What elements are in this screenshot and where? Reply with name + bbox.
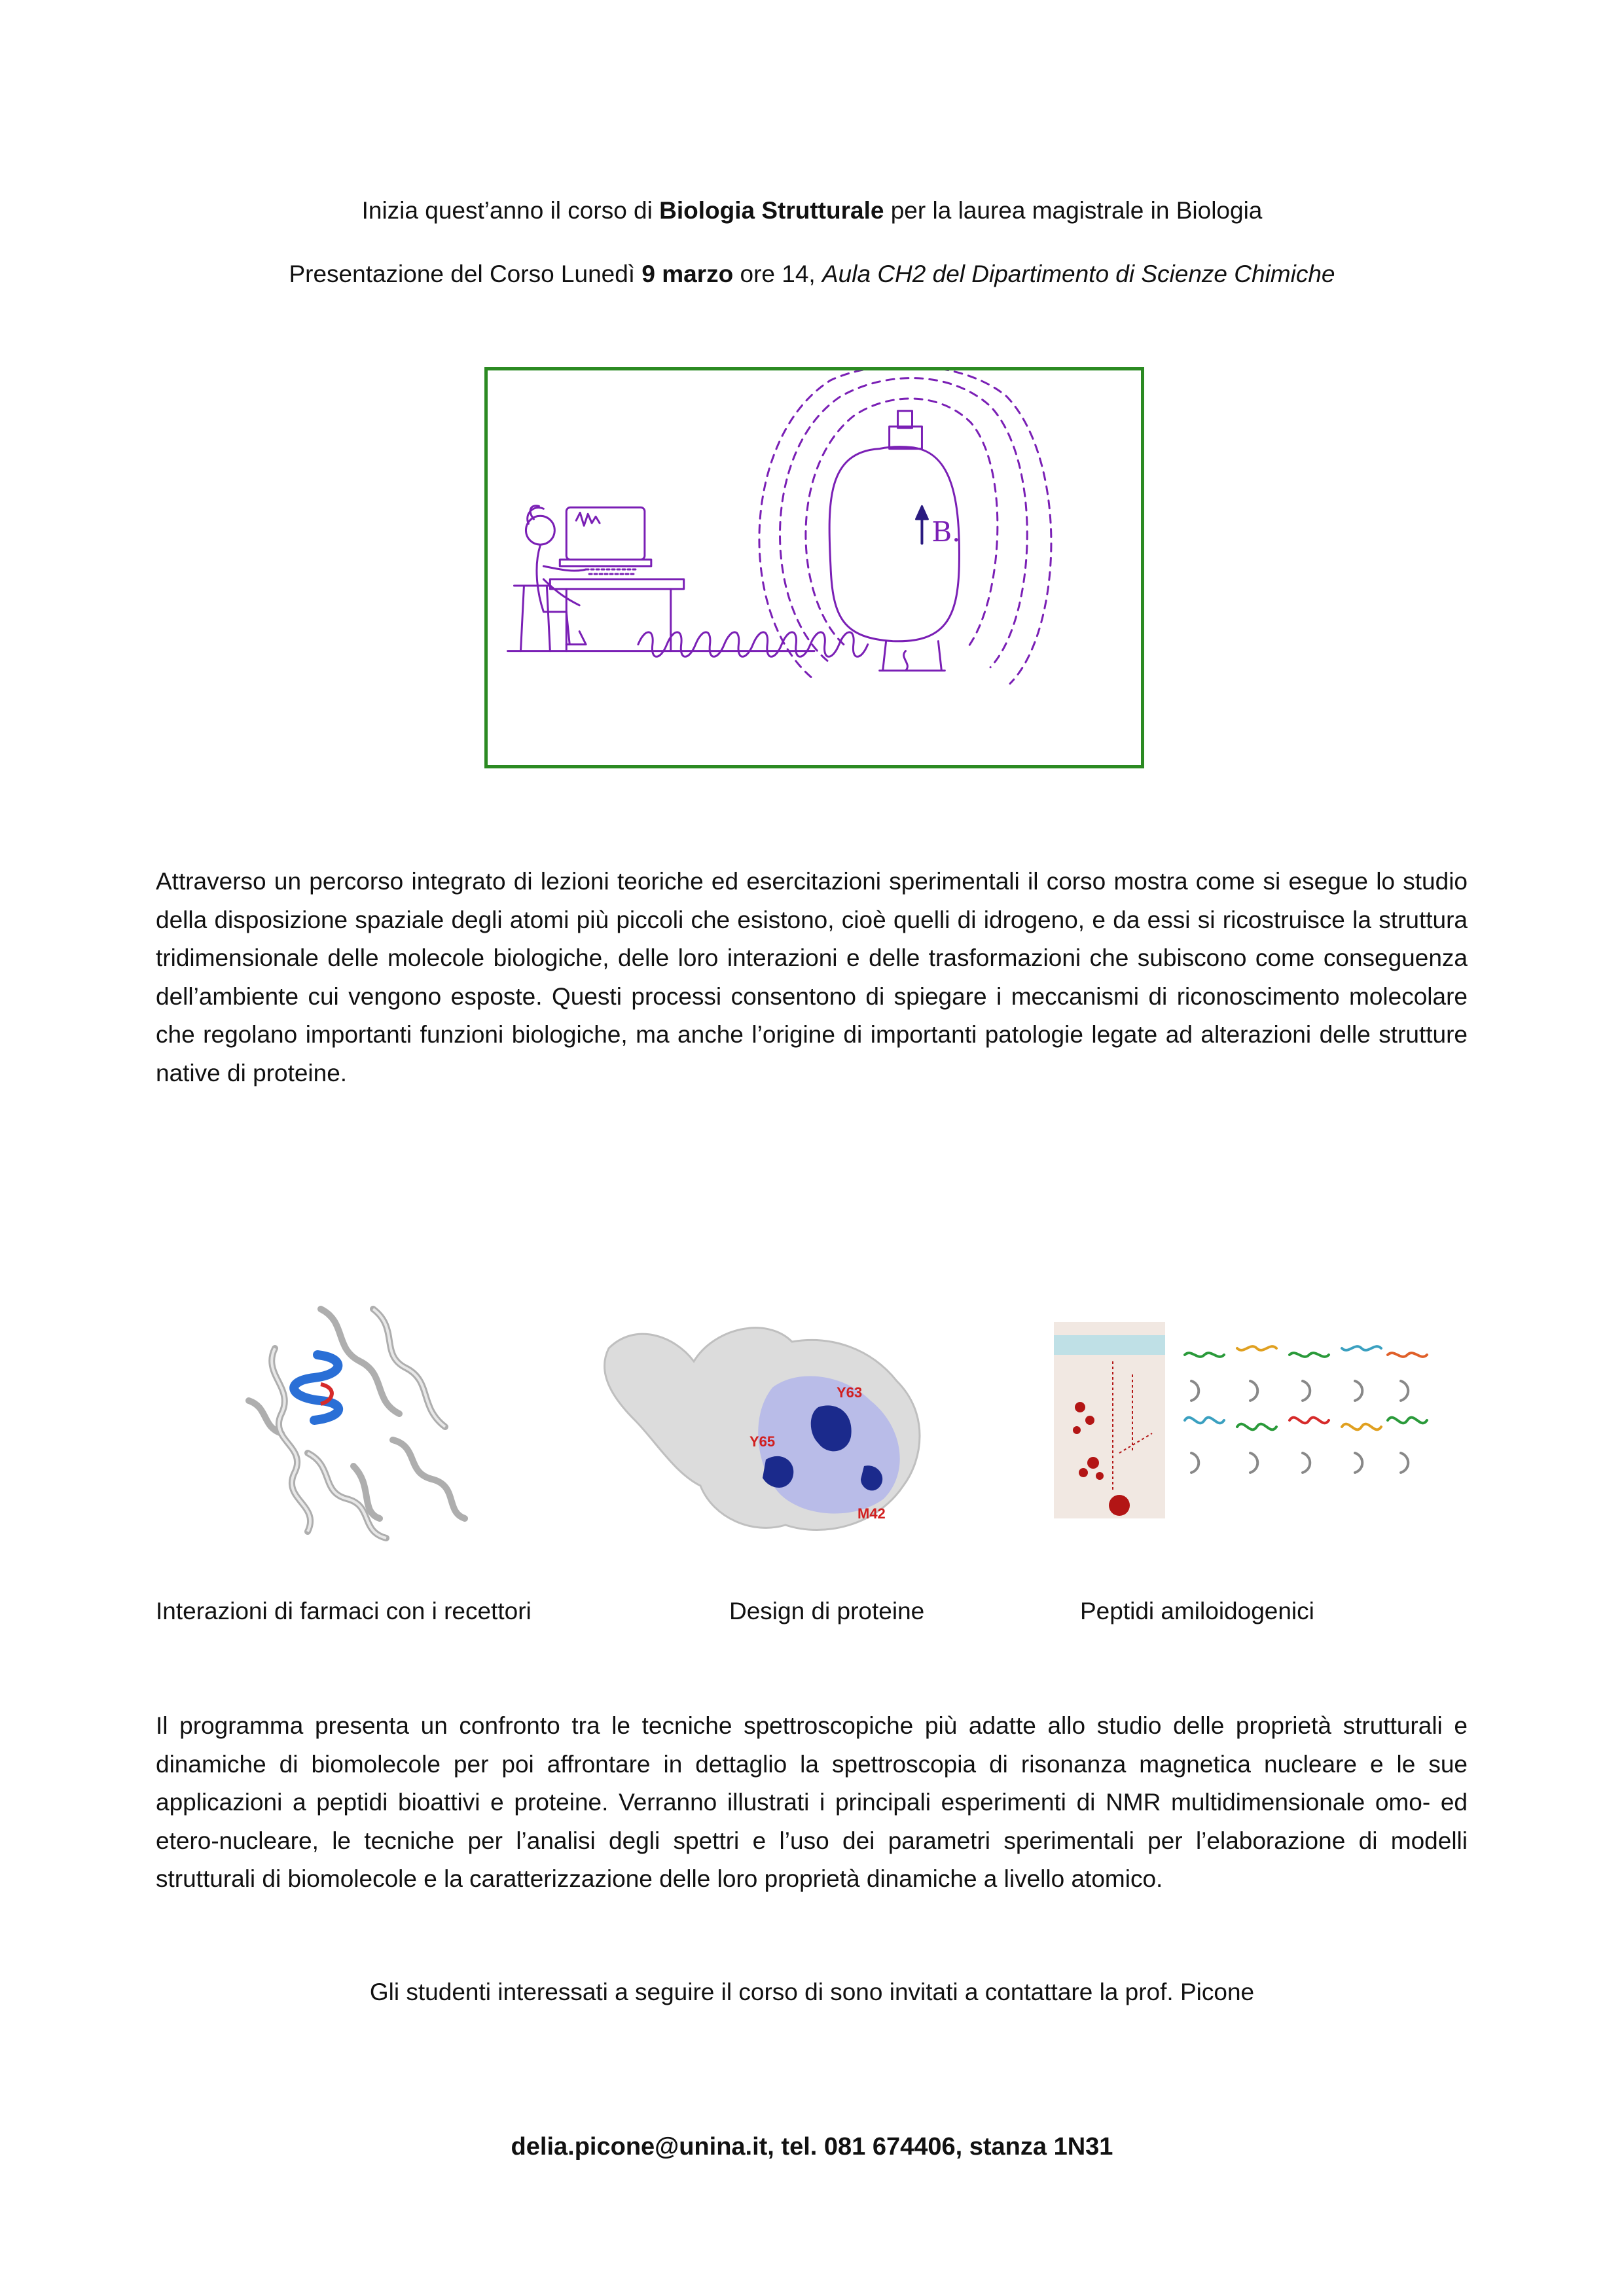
residue-label-y63: Y63 bbox=[837, 1384, 863, 1401]
contact-info: delia.picone@unina.it, tel. 081 674406, stanza 1N31 bbox=[511, 2133, 1113, 2161]
caption-drug-receptor: Interazioni di farmaci con i recettori bbox=[156, 1598, 532, 1624]
announcement-text-post: per la laurea magistrale in Biologia bbox=[884, 197, 1263, 224]
presentation-location: Aula CH2 del Dipartimento di Scienze Chimiche bbox=[821, 260, 1335, 287]
intro-paragraph: Attraverso un percorso integrato di lezioni teoriche ed esercitazioni sperimentali il corso mostra come si esegue lo studio della disposizione spaziale degli atomi più piccoli che esistono, cioè quelli di idrogeno, e da essi si ricostruisce la struttura tridimensionale delle molecole biologiche, delle loro interazioni e delle trasformazioni che subiscono come conseguenza dell’ambiente cui vengono esposte. Questi processi consentono di spiegare i meccanismi di riconoscimento molecolare che regolano importanti funzioni biologiche, ma anche l’origine di importanti patologie legate ad alterazioni delle strutture native di proteine. bbox=[156, 868, 1468, 1086]
program-paragraph: Il programma presenta un confronto tra le tecniche spettroscopiche più adatte allo studio delle proprietà strutturali e dinamiche di biomolecole per poi affrontare in dettaglio la spettroscopia di risonanza magnetica nucleare e le sue applicazioni a peptidi bioattivi e proteine. Verranno illustrati i principali esperimenti di NMR multidimensionale omo- ed etero-nucleare, le tecniche per l’analisi degli spettri e l’uso dei parametri sperimentali per l’elaborazione di modelli strutturali di biomolecole e la caratterizzazione delle loro proprietà dinamiche a livello atomico. bbox=[156, 1712, 1468, 1892]
receptor-ribbon-figure bbox=[223, 1270, 484, 1564]
announcement-line bbox=[0, 195, 1624, 226]
nmr-cartoon-frame bbox=[484, 367, 1144, 768]
presentation-text-pre: Presentazione del Corso Lunedì bbox=[289, 260, 642, 287]
presentation-line bbox=[0, 259, 1624, 290]
presentation-date: 9 marzo bbox=[641, 260, 734, 287]
caption-amyloid-peptides: Peptidi amiloidogenici bbox=[1080, 1598, 1314, 1624]
residue-label-m42: M42 bbox=[857, 1505, 886, 1522]
invitation-line: Gli studenti interessati a seguire il corso di sono invitati a contattare la prof. Picone bbox=[369, 1979, 1255, 2005]
presentation-time: ore 14, bbox=[733, 260, 822, 287]
field-label: B. bbox=[931, 516, 961, 548]
caption-protein-design: Design di proteine bbox=[729, 1598, 925, 1624]
amyloid-peptides-figure bbox=[1054, 1322, 1434, 1518]
nmr-cartoon-illustration bbox=[488, 370, 1141, 765]
announcement-text-pre: Inizia quest’anno il corso di bbox=[361, 197, 660, 224]
protein-surface-figure bbox=[596, 1309, 936, 1545]
residue-label-y65: Y65 bbox=[749, 1433, 776, 1450]
course-name: Biologia Strutturale bbox=[659, 197, 884, 224]
